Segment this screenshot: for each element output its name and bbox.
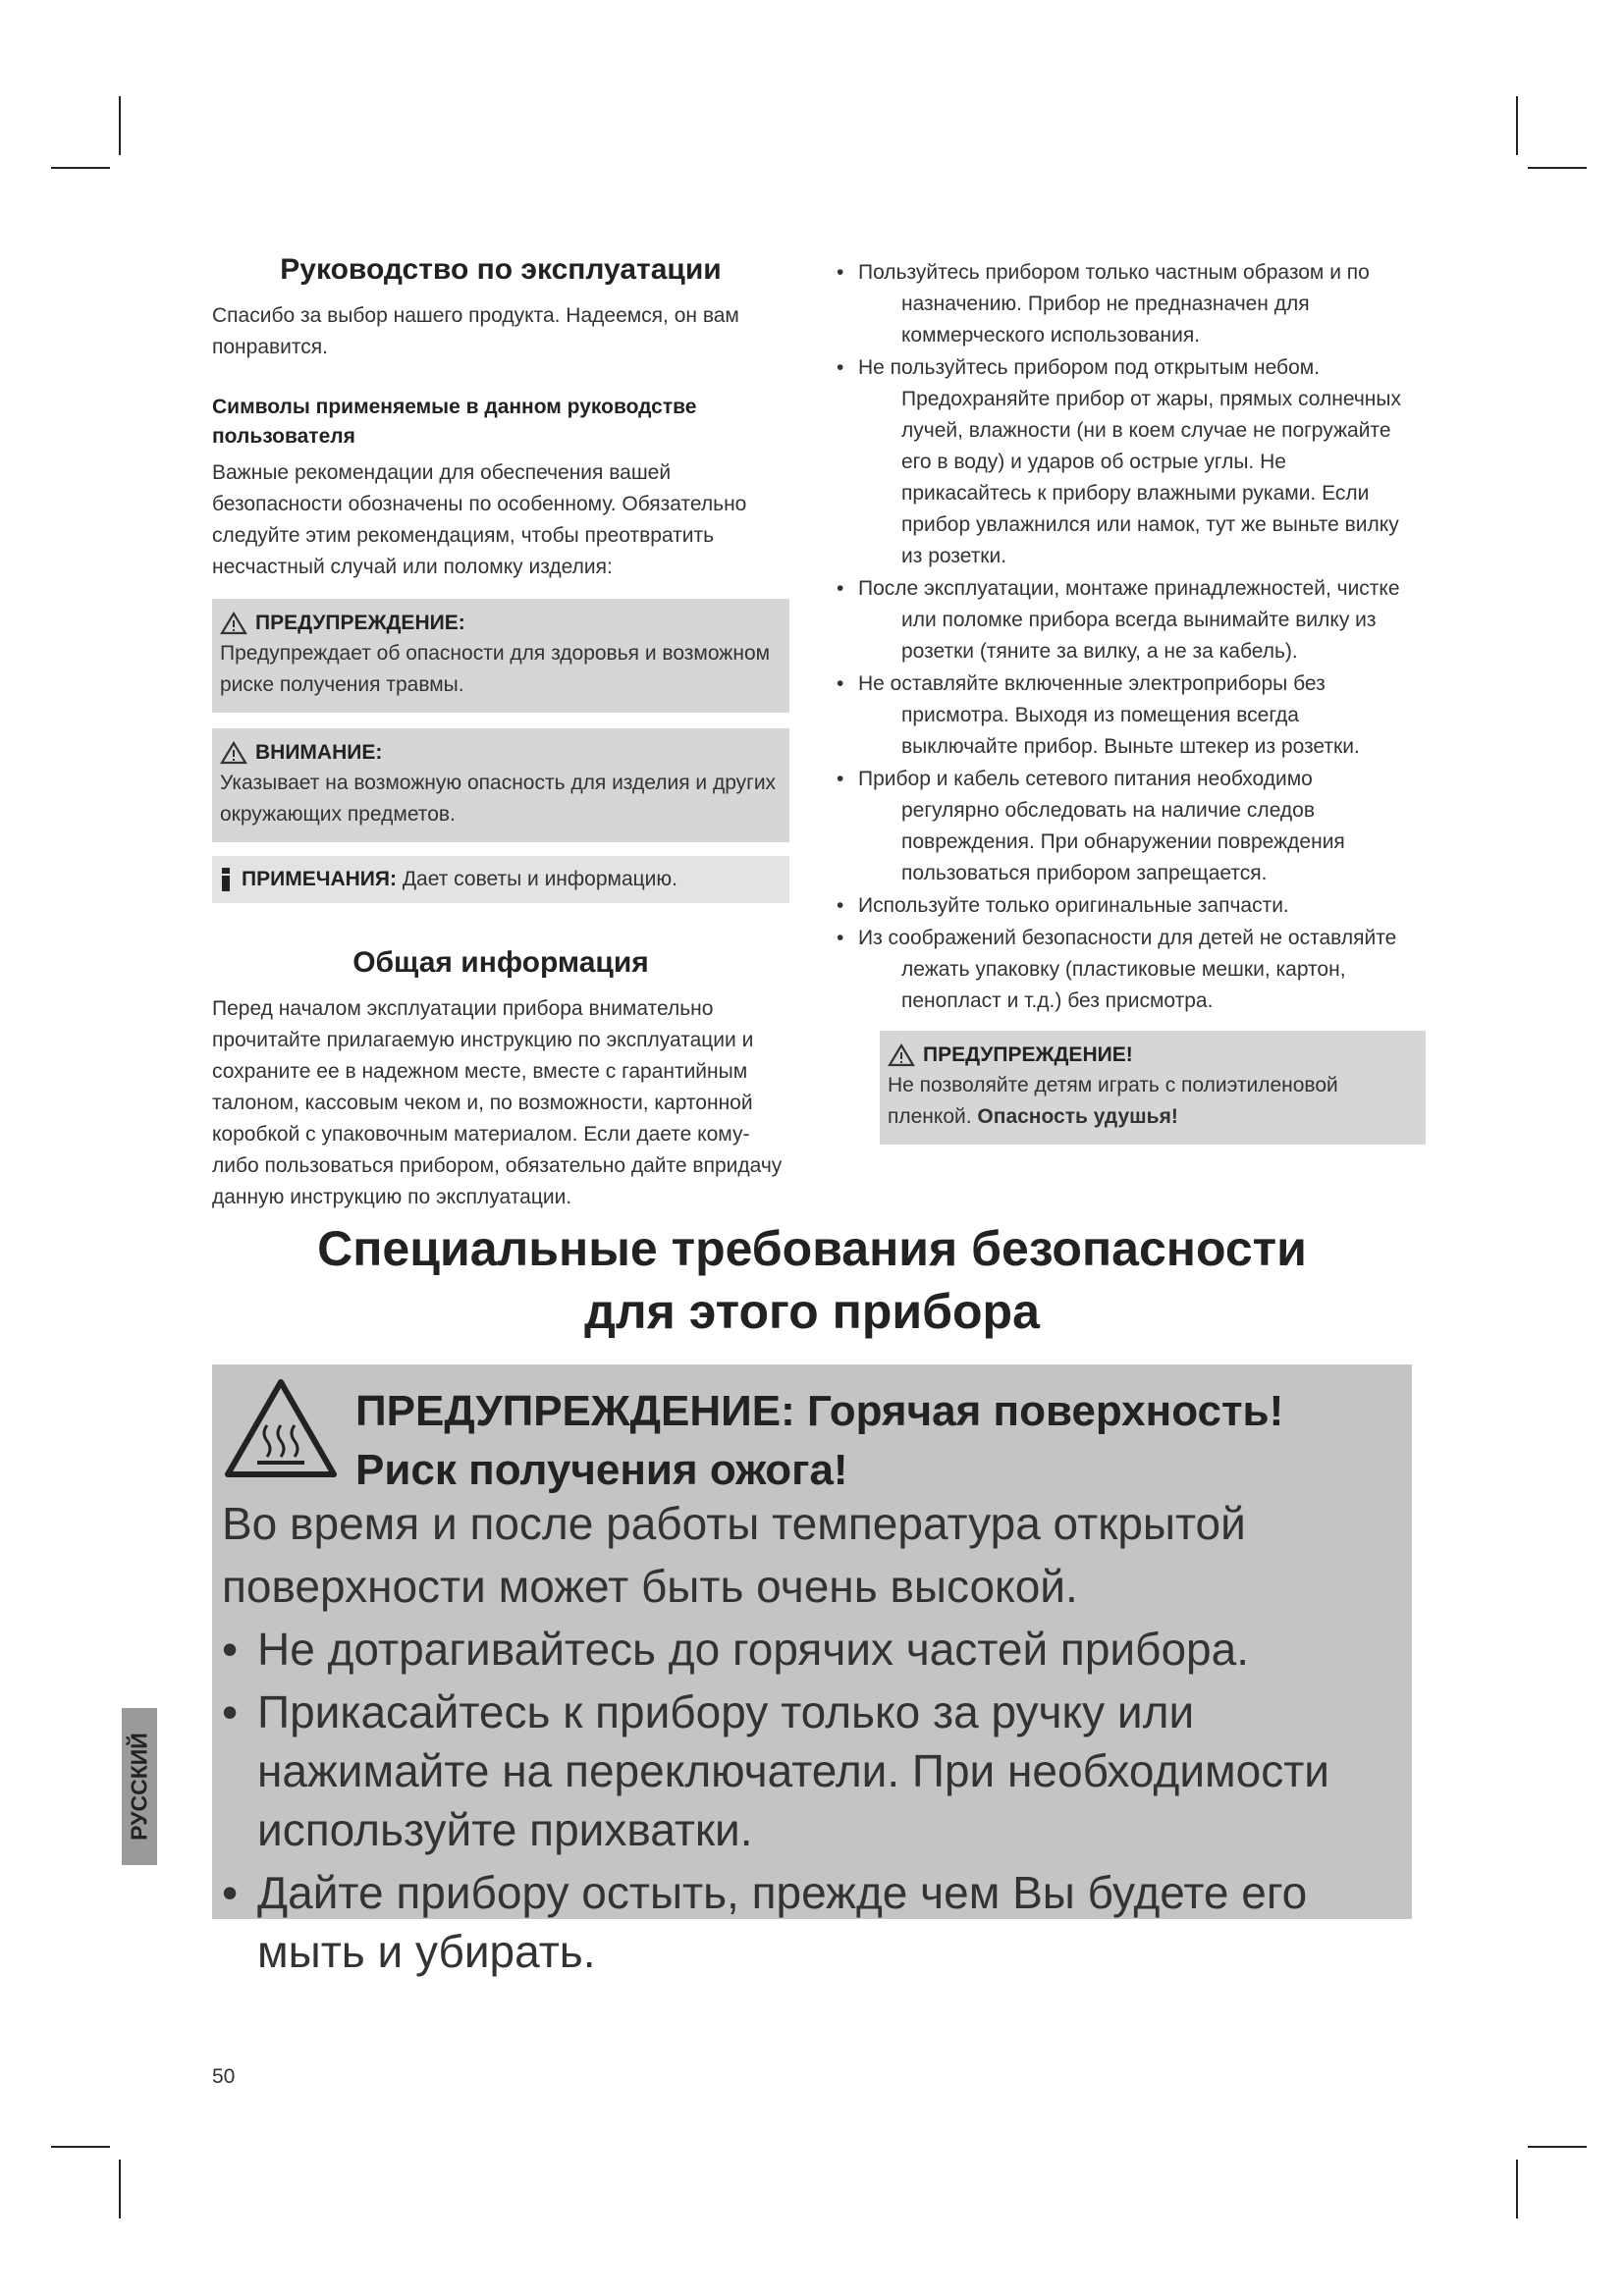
note-box — [212, 856, 789, 903]
attention-box — [212, 728, 789, 842]
bullet: • — [837, 672, 844, 695]
list-item: • Прикасайтесь к прибору только за ручку или нажимайте на переключатели. При необходимости используйте прихватки. — [222, 1682, 1410, 1859]
intro-text: Спасибо за выбор нашего продукта. Надеемся, он вам понравится. — [212, 304, 739, 358]
crop-mark — [119, 2160, 121, 2218]
list-item: • Прибор и кабель сетевого питания необходимо регулярно обследовать на наличие следов повреждения. При обнаружении повреждения пользоваться прибором запрещается. — [837, 764, 1412, 889]
bullet: • — [837, 768, 844, 790]
special-safety-title: Специальные требования безопасности для этого прибора — [317, 1221, 1307, 1339]
bullet: • — [837, 927, 844, 949]
warning-title: ПРЕДУПРЕЖДЕНИЕ: — [255, 612, 465, 634]
language-side-tab: РУССКИЙ — [122, 1708, 157, 1865]
general-info-heading: Общая информация — [352, 946, 649, 979]
warning-box — [212, 599, 789, 713]
children-warning-text: Не позволяйте детям играть с полиэтиленовой пленкой. Опасность удушья! — [888, 1074, 1338, 1128]
list-item: • Дайте прибору остыть, прежде чем Вы будете его мыть и убирать. — [222, 1863, 1410, 1981]
crop-mark — [51, 2146, 110, 2148]
attention-title: ВНИМАНИЕ: — [255, 741, 383, 764]
hot-surface-icon — [222, 1376, 340, 1480]
symbols-heading: Символы применяемые в данном руководстве пользователя — [212, 396, 697, 448]
suffocation-warning: Опасность удушья! — [977, 1105, 1178, 1128]
children-warning-title-row — [888, 1041, 1418, 1070]
bullet: • — [837, 894, 844, 917]
right-column — [837, 257, 1412, 1145]
left-column — [212, 253, 789, 1213]
list-item: • Не оставляйте включенные электроприборы без присмотра. Выходя из помещения всегда выключайте прибор. Выньте штекер из розетки. — [837, 668, 1412, 763]
hot-surface-list — [222, 1620, 1410, 1985]
manual-heading: Руководство по эксплуатации — [280, 253, 722, 286]
general-info-text: Перед началом эксплуатации прибора внимательно прочитайте прилагаемую инструкцию по эксплуатации и сохраните ее в надежном месте, вместе с гарантийным талоном, кассовым чеком и, по возможности, картонной коробкой с упаковочным материалом. Если даете кому-либо пользоваться прибором, обязательно дайте впридачу данную инструкцию по эксплуатации. — [212, 997, 783, 1208]
crop-mark — [1528, 2146, 1587, 2148]
list-item: • Не пользуйтесь прибором под открытым небом. Предохраняйте прибор от жары, прямых солнечных лучей, влажности (ни в коем случае не погружайте его в воду) и ударов об острые углы. Не прикасайтесь к прибору влажными руками. Если прибор увлажнился или намок, тут же выньте вилку из розетки. — [837, 352, 1412, 572]
list-item: • После эксплуатации, монтаже принадлежностей, чистке или поломке прибора всегда вынимайте вилку из розетки (тяните за вилку, а не за кабель). — [837, 573, 1412, 667]
warning-triangle-icon — [220, 612, 247, 635]
hot-surface-warning-heading: ПРЕДУПРЕЖДЕНИЕ: Горячая поверхность! Риск получения ожога! — [355, 1387, 1284, 1494]
list-item: • Используйте только оригинальные запчасти. — [837, 890, 1412, 922]
crop-mark — [119, 96, 121, 155]
page-number: 50 — [212, 2065, 236, 2088]
warning-title-row — [220, 609, 782, 638]
list-item: • Пользуйтесь прибором только частным образом и по назначению. Прибор не предназначен для коммерческого использования. — [837, 257, 1412, 351]
info-icon — [218, 868, 234, 891]
attention-text: Указывает на возможную опасность для изделия и других окружающих предметов. — [220, 772, 777, 826]
warning-text: Предупреждает об опасности для здоровья и возможном риске получения травмы. — [220, 642, 771, 696]
safety-list — [837, 257, 1412, 1017]
crop-mark — [1528, 167, 1587, 169]
attention-title-row — [220, 738, 782, 768]
attention-triangle-icon — [220, 741, 247, 765]
list-item: • Из соображений безопасности для детей не оставляйте лежать упаковку (пластиковые мешки, картон, пенопласт и т.д.) без присмотра. — [837, 923, 1412, 1017]
symbols-text: Важные рекомендации для обеспечения вашей безопасности обозначены по особенному. Обязательно следуйте этим рекомендациям, чтобы преотвратить несчастный случай или поломку изделия: — [212, 461, 747, 578]
bullet: • — [837, 261, 844, 284]
bullet: • — [837, 356, 844, 379]
crop-mark — [1516, 2160, 1518, 2218]
crop-mark — [51, 167, 110, 169]
list-item: • Не дотрагивайтесь до горячих частей прибора. — [222, 1620, 1410, 1679]
bullet: • — [837, 577, 844, 600]
bullet: • — [222, 1686, 239, 1737]
hot-surface-text: Во время и после работы температура открытой поверхности может быть очень высокой. — [222, 1498, 1246, 1612]
note-title: ПРИМЕЧАНИЯ: — [242, 868, 397, 890]
note-text: Дает советы и информацию. — [402, 868, 678, 890]
children-warning-title: ПРЕДУПРЕЖДЕНИЕ! — [923, 1043, 1133, 1066]
hot-surface-warning-box — [212, 1364, 1412, 1977]
bullet: • — [222, 1624, 239, 1675]
bullet: • — [222, 1867, 239, 1918]
children-warning-box — [880, 1031, 1426, 1145]
crop-mark — [1516, 96, 1518, 155]
warning-triangle-icon — [888, 1043, 915, 1067]
